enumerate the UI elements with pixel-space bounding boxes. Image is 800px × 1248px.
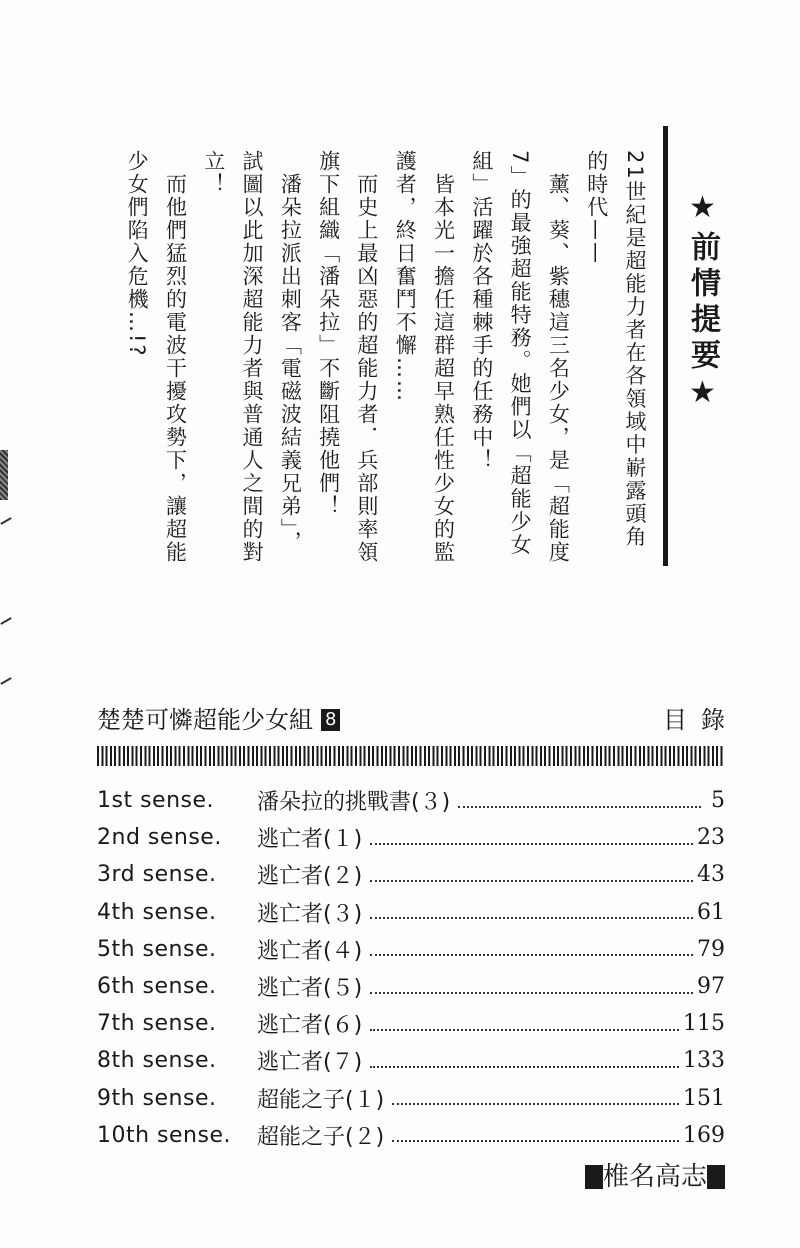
page-number: 133 bbox=[683, 1048, 725, 1074]
artwork-line bbox=[0, 617, 11, 625]
synopsis-line: 的時代—— bbox=[584, 150, 609, 265]
synopsis-line: 潘朵拉派出刺客「電磁波結義兄弟」， bbox=[278, 150, 303, 554]
synopsis-line: 少女們陷入危機…!? bbox=[125, 150, 150, 358]
leader-dots bbox=[370, 843, 693, 845]
synopsis-line: 皆本光一擔任這群超早熟任性少女的監 bbox=[431, 150, 456, 564]
artwork-line bbox=[0, 517, 11, 525]
series-title-text: 楚楚可憐超能少女組 bbox=[97, 706, 313, 734]
toc-entry bbox=[97, 894, 725, 931]
page-number: 115 bbox=[683, 1011, 725, 1037]
leader-dots bbox=[392, 1103, 679, 1105]
author-name: 椎名高志 bbox=[602, 1162, 707, 1192]
chapter-title: 逃亡者(２) bbox=[257, 864, 363, 890]
toc-entry bbox=[97, 1042, 725, 1079]
synopsis-line: 而他們猛烈的電波干擾攻勢下，讓超能 bbox=[163, 150, 188, 564]
chapter-number: 2nd sense. bbox=[97, 825, 222, 851]
synopsis-line: 護者，終日奮鬥不懈…… bbox=[393, 150, 418, 403]
page-number: 151 bbox=[683, 1085, 725, 1111]
chapter-number: 6th sense. bbox=[97, 974, 217, 1000]
chapter-title: 逃亡者(４) bbox=[257, 938, 363, 964]
square-ornament-left bbox=[585, 1165, 603, 1189]
adjacent-page-artwork bbox=[0, 400, 14, 730]
leader-dots bbox=[370, 1066, 679, 1068]
toc-entry bbox=[97, 782, 725, 819]
chapter-number: 1st sense. bbox=[97, 788, 215, 814]
chapter-title: 逃亡者(１) bbox=[257, 827, 363, 853]
synopsis-line: 7」的最強超能特務。她們以「超能少女 bbox=[508, 150, 533, 557]
leader-dots bbox=[370, 917, 693, 919]
synopsis-line: 旗下組織「潘朵拉」不斷阻撓他們！ bbox=[316, 150, 341, 518]
synopsis-line: 21世紀是超能力者在各領域中嶄露頭角 bbox=[623, 150, 647, 549]
synopsis-heading: ★前情提要★ bbox=[685, 190, 720, 416]
leader-dots bbox=[370, 992, 693, 994]
square-ornament-right bbox=[707, 1165, 725, 1189]
page-number: 97 bbox=[697, 974, 725, 1000]
chapter-number: 4th sense. bbox=[97, 899, 217, 925]
leader-dots bbox=[370, 954, 693, 956]
artwork-line bbox=[0, 677, 11, 685]
toc-header bbox=[97, 703, 739, 739]
page-number: 79 bbox=[697, 936, 725, 962]
synopsis-line: 試圖以此加深超能力者與普通人之間的對 bbox=[240, 150, 265, 564]
chapter-title: 潘朵拉的挑戰書(３) bbox=[257, 790, 451, 816]
toc-entry bbox=[97, 1005, 725, 1042]
chapter-number: 9th sense. bbox=[97, 1085, 217, 1111]
chapter-title: 超能之子(１) bbox=[257, 1087, 385, 1113]
page-number: 61 bbox=[697, 899, 725, 925]
chapter-title: 逃亡者(５) bbox=[257, 976, 363, 1002]
volume-badge: 8 bbox=[321, 709, 340, 731]
toc-entry bbox=[97, 1117, 725, 1154]
page-number: 43 bbox=[697, 862, 725, 888]
chapter-title: 逃亡者(７) bbox=[257, 1050, 363, 1076]
series-title bbox=[97, 703, 340, 737]
heading-divider bbox=[663, 126, 668, 566]
synopsis-line: 立！ bbox=[201, 150, 226, 196]
synopsis-text bbox=[118, 150, 654, 570]
chapter-title: 逃亡者(３) bbox=[257, 901, 363, 927]
page-number: 23 bbox=[697, 825, 725, 851]
toc-entry bbox=[97, 968, 725, 1005]
chapter-number: 8th sense. bbox=[97, 1048, 217, 1074]
chapter-number: 7th sense. bbox=[97, 1011, 217, 1037]
decorative-stripe-divider bbox=[97, 746, 725, 766]
toc-entry bbox=[97, 931, 725, 968]
synopsis-line: 薰、葵、紫穗這三名少女，是「超能度 bbox=[546, 150, 571, 564]
toc-list bbox=[97, 782, 725, 1154]
synopsis-line: 而史上最凶惡的超能力者．兵部則率領 bbox=[354, 150, 379, 564]
author-credit bbox=[585, 1160, 725, 1194]
chapter-number: 10th sense. bbox=[97, 1122, 231, 1148]
chapter-title: 逃亡者(６) bbox=[257, 1013, 363, 1039]
leader-dots bbox=[458, 806, 701, 808]
leader-dots bbox=[392, 1140, 679, 1142]
toc-entry bbox=[97, 819, 725, 856]
chapter-number: 3rd sense. bbox=[97, 862, 217, 888]
page-number: 169 bbox=[683, 1122, 725, 1148]
chapter-number: 5th sense. bbox=[97, 936, 217, 962]
synopsis-line: 組」活躍於各種棘手的任務中！ bbox=[469, 150, 494, 472]
leader-dots bbox=[370, 1029, 679, 1031]
chapter-title: 超能之子(２) bbox=[257, 1124, 385, 1150]
leader-dots bbox=[370, 880, 693, 882]
artwork-shading bbox=[0, 450, 8, 500]
toc-entry bbox=[97, 1080, 725, 1117]
toc-entry bbox=[97, 856, 725, 893]
toc-label: 目錄 bbox=[663, 706, 739, 734]
page-number: 5 bbox=[711, 788, 725, 814]
